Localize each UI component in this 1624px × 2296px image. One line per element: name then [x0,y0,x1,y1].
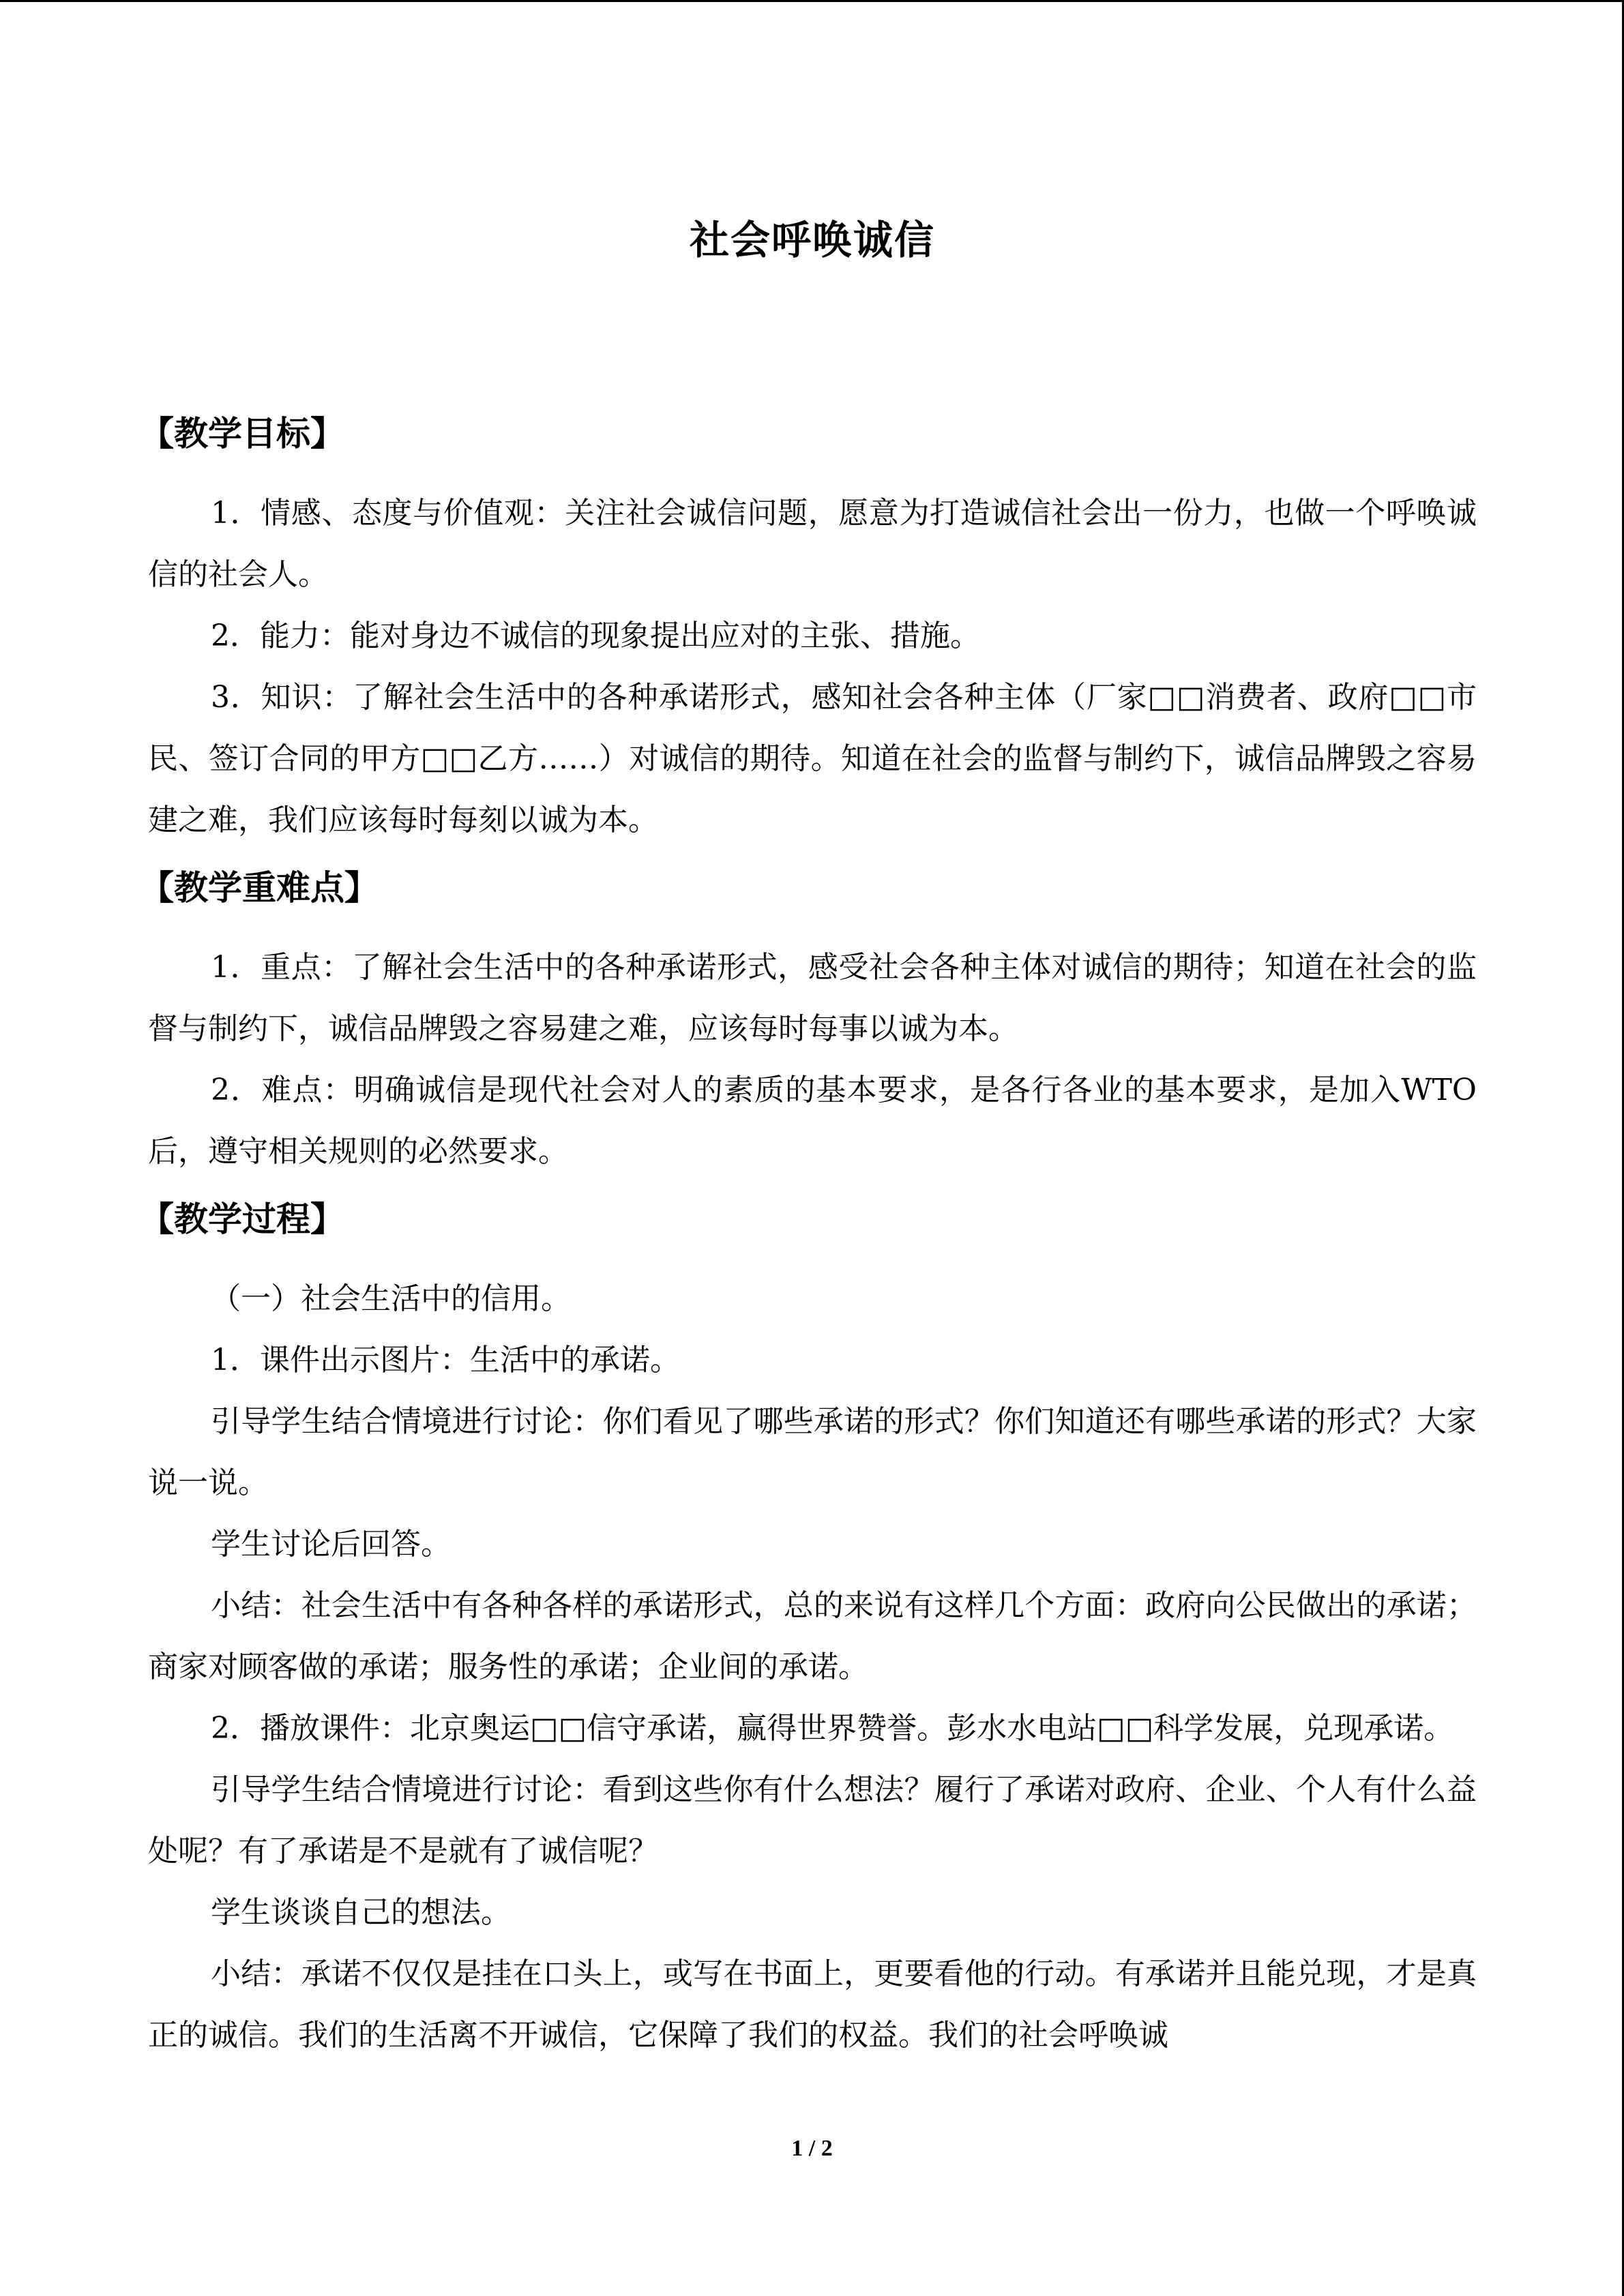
paragraph: 2．难点：明确诚信是现代社会对人的素质的基本要求，是各行各业的基本要求，是加入WTO后，遵守相关规则的必然要求。 [148,1072,1477,1169]
paragraph: 1．情感、态度与价值观：关注社会诚信问题，愿意为打造诚信社会出一份力，也做一个呼唤诚信的社会人。 [148,495,1477,592]
section-teaching-objectives [140,413,1477,851]
paragraph: （一）社会生活中的信用。 [211,1281,571,1316]
section-heading: 【教学重难点】 [140,867,379,908]
section-heading: 【教学目标】 [140,413,344,453]
section-teaching-process [140,1198,1477,2066]
paragraph: 3．知识：了解社会生活中的各种承诺形式，感知社会各种主体（厂家□□消费者、政府□□市民、签订合同的甲方□□乙方……）对诚信的期待。知道在社会的监督与制约下，诚信品牌毁之容易建之难，我们应该每时每刻以诚为本。 [148,679,1477,837]
paragraph: 学生谈谈自己的想法。 [211,1894,511,1930]
paragraph: 1．课件出示图片：生活中的承诺。 [211,1342,680,1377]
paragraph: 学生讨论后回答。 [211,1526,451,1562]
paragraph: 引导学生结合情境进行讨论：你们看见了哪些承诺的形式？你们知道还有哪些承诺的形式？大家说一说。 [148,1403,1477,1500]
document-body [140,200,1477,2066]
paragraph: 1．重点：了解社会生活中的各种承诺形式，感受社会各种主体对诚信的期待；知道在社会的监督与制约下，诚信品牌毁之容易建之难，应该每时每事以诚为本。 [148,949,1477,1046]
paragraph: 引导学生结合情境进行讨论：看到这些你有什么想法？履行了承诺对政府、企业、个人有什么益处呢？有了承诺是不是就有了诚信呢？ [148,1772,1477,1868]
paragraph: 2．播放课件：北京奥运□□信守承诺，赢得世界赞誉。彭水水电站□□科学发展，兑现承诺。 [211,1710,1454,1746]
section-heading: 【教学过程】 [140,1198,344,1239]
paragraph: 小结：社会生活中有各种各样的承诺形式，总的来说有这样几个方面：政府向公民做出的承诺；商家对顾客做的承诺；服务性的承诺；企业间的承诺。 [148,1587,1477,1684]
paragraph: 小结：承诺不仅仅是挂在口头上，或写在书面上，更要看他的行动。有承诺并且能兑现，才是真正的诚信。我们的生活离不开诚信，它保障了我们的权益。我们的社会呼唤诚 [148,1956,1477,2053]
page-title: 社会呼唤诚信 [689,217,935,263]
paragraph: 2．能力：能对身边不诚信的现象提出应对的主张、措施。 [211,618,980,653]
section-key-difficult-points [140,867,1477,1182]
page-number: 1 / 2 [791,2136,833,2161]
